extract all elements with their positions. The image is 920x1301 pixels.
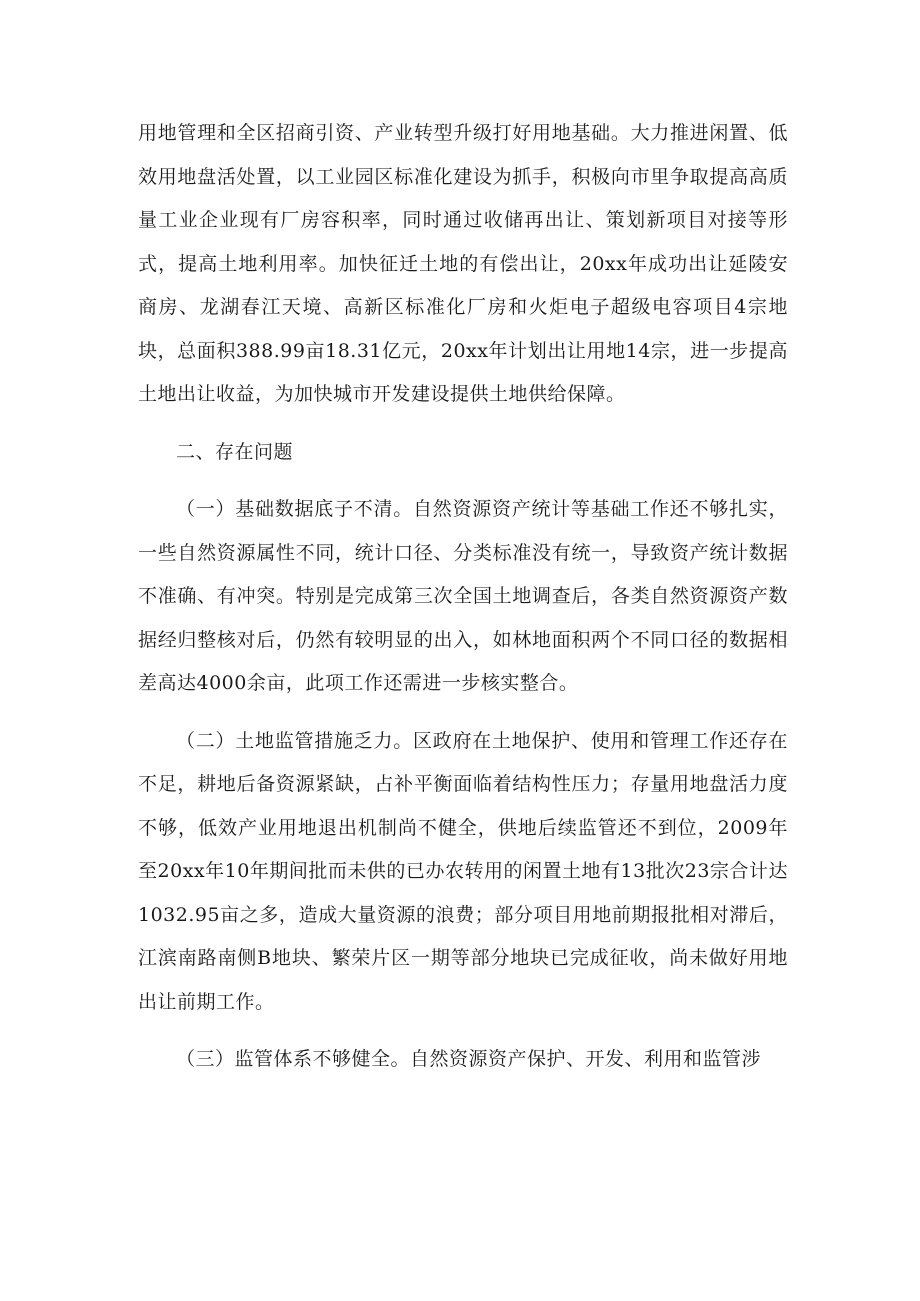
paragraph-problem-basic-data: （一）基础数据底子不清。自然资源资产统计等基础工作还不够扎实，一些自然资源属性不同，统计口径、分类标准没有统一，导致资产统计数据不准确、有冲突。特别是完成第三次全国土地调查后，各类自然资源资产数据经归整核对后，仍然有较明显的出入，如林地面积两个不同口径的数据相差高达4000余亩，此项工作还需进一步核实整合。 [138,498,788,694]
paragraph-problem-land-supervision: （二）土地监管措施乏力。区政府在土地保护、使用和管理工作还存在不足，耕地后备资源紧缺，占补平衡面临着结构性压力；存量用地盘活力度不够，低效产业用地退出机制尚不健全，供地后续监管还不到位，2009年至20xx年10年期间批而未供的已办农转用的闲置土地有13批次23宗合计达1032.95亩之多，造成大量资源的浪费；部分项目用地前期报批相对滞后，江滨南路南侧B地块、繁荣片区一期等部分地块已完成征收，尚未做好用地出让前期工作。 [138,729,788,1013]
document-body [138,112,788,1082]
paragraph-land-use-continuation: 用地管理和全区招商引资、产业转型升级打好用地基础。大力推进闲置、低效用地盘活处置，以工业园区标准化建设为抓手，积极向市里争取提高高质量工业企业现有厂房容积率，同时通过收储再出让、策划新项目对接等形式，提高土地利用率。加快征迁土地的有偿出让，20xx年成功出让延陵安商房、龙湖春江天境、高新区标准化厂房和火炬电子超级电容项目4宗地块，总面积388.99亩18.31亿元，20xx年计划出让用地14宗，进一步提高土地出让收益，为加快城市开发建设提供土地供给保障。 [138,122,788,405]
section-heading-existing-problems: 二、存在问题 [176,440,294,463]
paragraph-problem-supervision-system: （三）监管体系不够健全。自然资源资产保护、开发、利用和监管涉 [176,1048,762,1070]
